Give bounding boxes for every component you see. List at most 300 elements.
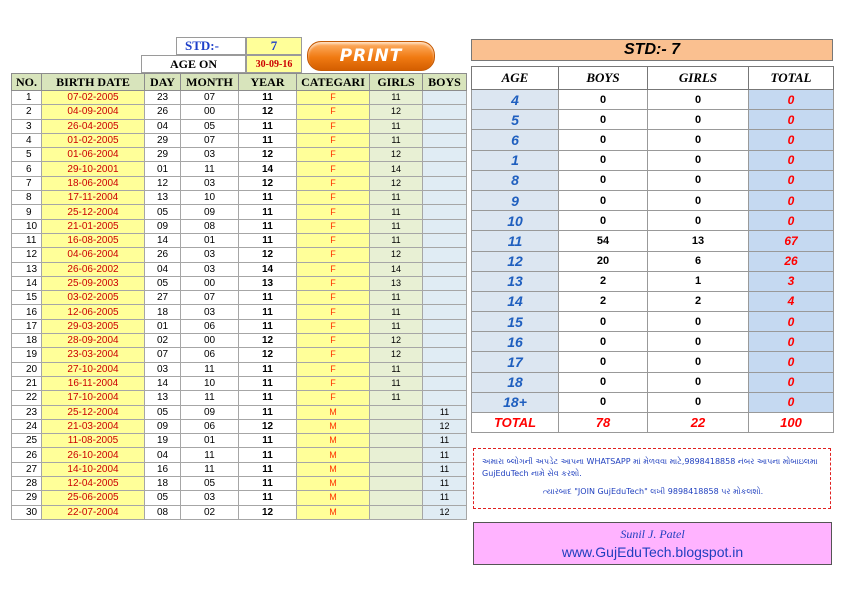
table-row: [12, 91, 467, 105]
cell-year: 11: [239, 462, 297, 476]
cell-no: 26: [12, 448, 42, 462]
cell-year: 11: [239, 219, 297, 233]
cell-category: F: [297, 162, 370, 176]
cell-no: 3: [12, 119, 42, 133]
cell-day: 29: [145, 148, 181, 162]
cell-birth-date[interactable]: 01-02-2005: [42, 133, 145, 147]
summary-row: [472, 211, 834, 231]
cell-category: F: [297, 319, 370, 333]
cell-category: F: [297, 276, 370, 290]
table-row: [12, 391, 467, 405]
cell-month: 06: [181, 319, 239, 333]
cell-birth-date[interactable]: 16-08-2005: [42, 233, 145, 247]
cell-boys: [423, 233, 467, 247]
cell-birth-date[interactable]: 26-04-2005: [42, 119, 145, 133]
student-rows: [12, 91, 467, 520]
cell-birth-date[interactable]: 21-01-2005: [42, 219, 145, 233]
summary-cell-girls: 0: [648, 130, 749, 150]
table-row: [12, 362, 467, 376]
cell-boys: [423, 133, 467, 147]
summary-cell-total: 0: [749, 170, 834, 190]
summary-cell-total: 0: [749, 150, 834, 170]
cell-birth-date[interactable]: 23-03-2004: [42, 348, 145, 362]
notice-line-2: ત્યારબાદ "JOIN GujEduTech" લખી 9898418858 પર મોકલશો.: [542, 487, 764, 496]
summary-cell-boys: 0: [559, 372, 648, 392]
cell-year: 11: [239, 305, 297, 319]
cell-day: 23: [145, 91, 181, 105]
summary-row: [472, 291, 834, 311]
table-row: [12, 119, 467, 133]
cell-girls: 12: [370, 348, 423, 362]
summary-cell-boys: 0: [559, 392, 648, 412]
cell-boys: [423, 391, 467, 405]
cell-year: 12: [239, 248, 297, 262]
cell-month: 00: [181, 334, 239, 348]
cell-boys: [423, 148, 467, 162]
summary-cell-boys: 54: [559, 231, 648, 251]
summary-cell-boys: 0: [559, 211, 648, 231]
cell-no: 24: [12, 419, 42, 433]
cell-girls: 11: [370, 119, 423, 133]
cell-boys: [423, 334, 467, 348]
cell-month: 10: [181, 376, 239, 390]
cell-boys: 11: [423, 434, 467, 448]
summary-cell-age: 12: [472, 251, 559, 271]
col-header-category: CATEGARI: [297, 74, 370, 91]
cell-month: 08: [181, 219, 239, 233]
cell-no: 16: [12, 305, 42, 319]
cell-day: 07: [145, 348, 181, 362]
cell-boys: [423, 91, 467, 105]
cell-girls: 12: [370, 248, 423, 262]
summary-row: [472, 90, 834, 110]
summary-cell-girls: 0: [648, 312, 749, 332]
cell-category: F: [297, 348, 370, 362]
cell-category: F: [297, 305, 370, 319]
cell-year: 11: [239, 119, 297, 133]
cell-day: 03: [145, 362, 181, 376]
summary-cell-age: 16: [472, 332, 559, 352]
table-row: [12, 176, 467, 190]
cell-girls: [370, 419, 423, 433]
cell-month: 06: [181, 419, 239, 433]
summary-cell-boys: 0: [559, 190, 648, 210]
cell-girls: 14: [370, 162, 423, 176]
blog-link[interactable]: www.GujEduTech.blogspot.in: [561, 544, 744, 560]
summary-cell-age: 13: [472, 271, 559, 291]
summary-cell-boys: 0: [559, 110, 648, 130]
cell-category: F: [297, 176, 370, 190]
cell-boys: [423, 219, 467, 233]
cell-day: 02: [145, 334, 181, 348]
cell-year: 11: [239, 362, 297, 376]
cell-day: 13: [145, 191, 181, 205]
cell-day: 29: [145, 133, 181, 147]
table-row: [12, 491, 467, 505]
cell-girls: 12: [370, 105, 423, 119]
cell-birth-date[interactable]: 25-09-2003: [42, 276, 145, 290]
summary-cell-girls: 2: [648, 291, 749, 311]
total-cell-girls: 22: [648, 413, 749, 433]
total-cell-total: 100: [749, 413, 834, 433]
summary-cell-girls: 0: [648, 110, 749, 130]
table-row: [12, 448, 467, 462]
summary-cell-girls: 0: [648, 150, 749, 170]
cell-boys: 11: [423, 405, 467, 419]
cell-boys: [423, 119, 467, 133]
summary-row: [472, 372, 834, 392]
table-row: [12, 376, 467, 390]
summary-cell-total: 0: [749, 130, 834, 150]
cell-day: 09: [145, 219, 181, 233]
cell-day: 14: [145, 376, 181, 390]
cell-girls: 11: [370, 291, 423, 305]
summary-cell-total: 0: [749, 332, 834, 352]
cell-year: 12: [239, 176, 297, 190]
cell-month: 07: [181, 291, 239, 305]
cell-day: 05: [145, 405, 181, 419]
table-row: [12, 276, 467, 290]
col-header-girls: GIRLS: [370, 74, 423, 91]
cell-no: 23: [12, 405, 42, 419]
cell-category: F: [297, 148, 370, 162]
cell-birth-date[interactable]: 29-03-2005: [42, 319, 145, 333]
summary-cell-girls: 13: [648, 231, 749, 251]
summary-cell-boys: 0: [559, 332, 648, 352]
cell-birth-date[interactable]: 07-02-2005: [42, 91, 145, 105]
summary-cell-total: 26: [749, 251, 834, 271]
cell-boys: 11: [423, 477, 467, 491]
cell-category: F: [297, 219, 370, 233]
col-header-year: YEAR: [239, 74, 297, 91]
cell-day: 13: [145, 391, 181, 405]
cell-category: F: [297, 233, 370, 247]
std-label: STD:-: [176, 37, 246, 55]
cell-boys: 12: [423, 419, 467, 433]
summary-cell-girls: 0: [648, 90, 749, 110]
table-row: [12, 505, 467, 519]
summary-total-row: [472, 413, 834, 433]
cell-girls: 11: [370, 376, 423, 390]
cell-girls: [370, 462, 423, 476]
summary-cell-total: 4: [749, 291, 834, 311]
cell-girls: 11: [370, 319, 423, 333]
cell-birth-date[interactable]: 26-10-2004: [42, 448, 145, 462]
cell-category: M: [297, 462, 370, 476]
table-row: [12, 319, 467, 333]
cell-no: 27: [12, 462, 42, 476]
cell-girls: [370, 491, 423, 505]
cell-girls: 13: [370, 276, 423, 290]
cell-girls: 11: [370, 305, 423, 319]
summary-cell-boys: 2: [559, 271, 648, 291]
cell-boys: [423, 376, 467, 390]
cell-day: 01: [145, 162, 181, 176]
cell-girls: 11: [370, 91, 423, 105]
cell-year: 14: [239, 162, 297, 176]
cell-month: 07: [181, 133, 239, 147]
cell-month: 03: [181, 176, 239, 190]
cell-day: 26: [145, 105, 181, 119]
cell-birth-date[interactable]: 26-06-2002: [42, 262, 145, 276]
cell-no: 19: [12, 348, 42, 362]
summary-cell-total: 0: [749, 372, 834, 392]
cell-no: 8: [12, 191, 42, 205]
summary-row: [472, 312, 834, 332]
summary-row: [472, 332, 834, 352]
cell-category: F: [297, 133, 370, 147]
cell-no: 25: [12, 434, 42, 448]
cell-boys: [423, 291, 467, 305]
cell-day: 18: [145, 477, 181, 491]
cell-no: 12: [12, 248, 42, 262]
summary-cell-total: 0: [749, 110, 834, 130]
summary-cell-age: 4: [472, 90, 559, 110]
summary-row: [472, 231, 834, 251]
cell-birth-date[interactable]: 18-06-2004: [42, 176, 145, 190]
cell-year: 12: [239, 505, 297, 519]
summary-cell-boys: 0: [559, 170, 648, 190]
cell-year: 11: [239, 434, 297, 448]
cell-month: 01: [181, 233, 239, 247]
std-value-cell[interactable]: 7: [246, 37, 302, 55]
cell-boys: [423, 105, 467, 119]
summary-cell-total: 0: [749, 190, 834, 210]
cell-no: 30: [12, 505, 42, 519]
author-name: Sunil J. Patel: [620, 527, 685, 541]
cell-day: 14: [145, 233, 181, 247]
cell-year: 12: [239, 419, 297, 433]
summary-cell-age: 17: [472, 352, 559, 372]
cell-month: 09: [181, 205, 239, 219]
cell-year: 11: [239, 291, 297, 305]
cell-category: F: [297, 119, 370, 133]
cell-category: F: [297, 391, 370, 405]
summary-row: [472, 271, 834, 291]
cell-month: 09: [181, 405, 239, 419]
cell-month: 03: [181, 491, 239, 505]
cell-day: 01: [145, 319, 181, 333]
summary-cell-girls: 0: [648, 392, 749, 412]
cell-boys: 11: [423, 491, 467, 505]
cell-year: 11: [239, 448, 297, 462]
summary-cell-age: 10: [472, 211, 559, 231]
summary-col-total: TOTAL: [749, 67, 834, 90]
age-on-date-cell[interactable]: 30-09-16: [246, 55, 302, 73]
summary-cell-boys: 2: [559, 291, 648, 311]
cell-year: 11: [239, 319, 297, 333]
cell-birth-date[interactable]: 21-03-2004: [42, 419, 145, 433]
summary-cell-boys: 0: [559, 312, 648, 332]
summary-row: [472, 392, 834, 412]
summary-cell-girls: 0: [648, 190, 749, 210]
cell-month: 07: [181, 91, 239, 105]
cell-category: F: [297, 376, 370, 390]
cell-birth-date[interactable]: 03-02-2005: [42, 291, 145, 305]
cell-day: 12: [145, 176, 181, 190]
cell-year: 13: [239, 276, 297, 290]
summary-cell-age: 9: [472, 190, 559, 210]
cell-birth-date[interactable]: 28-09-2004: [42, 334, 145, 348]
summary-cell-age: 8: [472, 170, 559, 190]
table-row: [12, 405, 467, 419]
cell-no: 29: [12, 491, 42, 505]
summary-rows: [472, 90, 834, 433]
cell-birth-date[interactable]: 16-11-2004: [42, 376, 145, 390]
cell-birth-date[interactable]: 01-06-2004: [42, 148, 145, 162]
table-row: [12, 477, 467, 491]
cell-birth-date[interactable]: 04-09-2004: [42, 105, 145, 119]
table-row: [12, 205, 467, 219]
summary-row: [472, 352, 834, 372]
summary-cell-boys: 0: [559, 130, 648, 150]
summary-cell-girls: 6: [648, 251, 749, 271]
cell-month: 06: [181, 348, 239, 362]
cell-year: 11: [239, 376, 297, 390]
cell-girls: 12: [370, 334, 423, 348]
cell-no: 6: [12, 162, 42, 176]
cell-boys: [423, 262, 467, 276]
cell-boys: [423, 162, 467, 176]
summary-row: [472, 251, 834, 271]
print-button[interactable]: PRINT: [307, 41, 435, 71]
cell-birth-date[interactable]: 04-06-2004: [42, 248, 145, 262]
cell-girls: 11: [370, 219, 423, 233]
summary-cell-total: 67: [749, 231, 834, 251]
cell-category: F: [297, 291, 370, 305]
cell-no: 10: [12, 219, 42, 233]
table-row: [12, 462, 467, 476]
cell-no: 18: [12, 334, 42, 348]
table-row: [12, 262, 467, 276]
cell-girls: 12: [370, 148, 423, 162]
cell-girls: 14: [370, 262, 423, 276]
cell-boys: [423, 191, 467, 205]
cell-no: 4: [12, 133, 42, 147]
summary-cell-girls: 0: [648, 332, 749, 352]
cell-birth-date[interactable]: 17-10-2004: [42, 391, 145, 405]
cell-no: 9: [12, 205, 42, 219]
summary-cell-boys: 0: [559, 150, 648, 170]
cell-birth-date[interactable]: 25-06-2005: [42, 491, 145, 505]
table-row: [12, 305, 467, 319]
cell-birth-date[interactable]: 12-04-2005: [42, 477, 145, 491]
summary-cell-total: 0: [749, 392, 834, 412]
summary-header-row: [472, 67, 834, 90]
cell-birth-date[interactable]: 25-12-2004: [42, 405, 145, 419]
cell-no: 15: [12, 291, 42, 305]
table-row: [12, 291, 467, 305]
cell-birth-date[interactable]: 14-10-2004: [42, 462, 145, 476]
cell-birth-date[interactable]: 17-11-2004: [42, 191, 145, 205]
table-row: [12, 105, 467, 119]
cell-month: 03: [181, 148, 239, 162]
cell-girls: 11: [370, 133, 423, 147]
summary-row: [472, 150, 834, 170]
cell-month: 03: [181, 262, 239, 276]
cell-day: 16: [145, 462, 181, 476]
cell-month: 11: [181, 391, 239, 405]
cell-category: M: [297, 477, 370, 491]
cell-category: F: [297, 91, 370, 105]
table-row: [12, 162, 467, 176]
cell-birth-date[interactable]: 22-07-2004: [42, 505, 145, 519]
cell-year: 11: [239, 91, 297, 105]
notice-line-1: અમારા બ્લોગની અપડેટ આપના WHATSAPP માં મેળવવા માટે,9898418858 નંબર આપના મોબાઇલમા GujEduTech નામે સેવ કરશો.: [482, 457, 818, 478]
summary-cell-age: 18+: [472, 392, 559, 412]
cell-boys: [423, 176, 467, 190]
cell-category: F: [297, 205, 370, 219]
cell-year: 11: [239, 233, 297, 247]
summary-table: [471, 66, 834, 433]
summary-cell-age: 15: [472, 312, 559, 332]
cell-year: 11: [239, 405, 297, 419]
column-header-row: [12, 74, 467, 91]
summary-cell-total: 0: [749, 90, 834, 110]
cell-no: 22: [12, 391, 42, 405]
cell-birth-date[interactable]: 27-10-2004: [42, 362, 145, 376]
col-header-boys: BOYS: [423, 74, 467, 91]
cell-no: 2: [12, 105, 42, 119]
cell-category: M: [297, 491, 370, 505]
age-on-label: AGE ON: [141, 55, 246, 73]
cell-month: 01: [181, 434, 239, 448]
cell-year: 12: [239, 148, 297, 162]
cell-boys: [423, 276, 467, 290]
cell-day: 04: [145, 448, 181, 462]
summary-cell-age: 6: [472, 130, 559, 150]
cell-boys: [423, 362, 467, 376]
cell-year: 11: [239, 191, 297, 205]
cell-category: F: [297, 362, 370, 376]
whatsapp-notice: [473, 448, 831, 509]
summary-cell-boys: 0: [559, 90, 648, 110]
table-row: [12, 191, 467, 205]
cell-birth-date[interactable]: 29-10-2001: [42, 162, 145, 176]
cell-girls: 12: [370, 176, 423, 190]
cell-girls: 11: [370, 191, 423, 205]
cell-month: 03: [181, 248, 239, 262]
cell-no: 13: [12, 262, 42, 276]
cell-no: 5: [12, 148, 42, 162]
cell-day: 04: [145, 262, 181, 276]
cell-year: 11: [239, 391, 297, 405]
cell-month: 05: [181, 477, 239, 491]
cell-birth-date[interactable]: 25-12-2004: [42, 205, 145, 219]
table-row: [12, 233, 467, 247]
cell-no: 1: [12, 91, 42, 105]
cell-year: 11: [239, 477, 297, 491]
cell-girls: 11: [370, 362, 423, 376]
summary-cell-age: 1: [472, 150, 559, 170]
col-header-day: DAY: [145, 74, 181, 91]
cell-boys: 11: [423, 462, 467, 476]
summary-cell-total: 0: [749, 312, 834, 332]
summary-cell-total: 0: [749, 352, 834, 372]
cell-birth-date[interactable]: 12-06-2005: [42, 305, 145, 319]
table-row: [12, 419, 467, 433]
cell-month: 02: [181, 505, 239, 519]
cell-category: F: [297, 334, 370, 348]
cell-birth-date[interactable]: 11-08-2005: [42, 434, 145, 448]
table-row: [12, 334, 467, 348]
summary-cell-girls: 0: [648, 352, 749, 372]
cell-day: 09: [145, 419, 181, 433]
cell-day: 05: [145, 276, 181, 290]
summary-row: [472, 170, 834, 190]
cell-category: M: [297, 448, 370, 462]
cell-no: 20: [12, 362, 42, 376]
